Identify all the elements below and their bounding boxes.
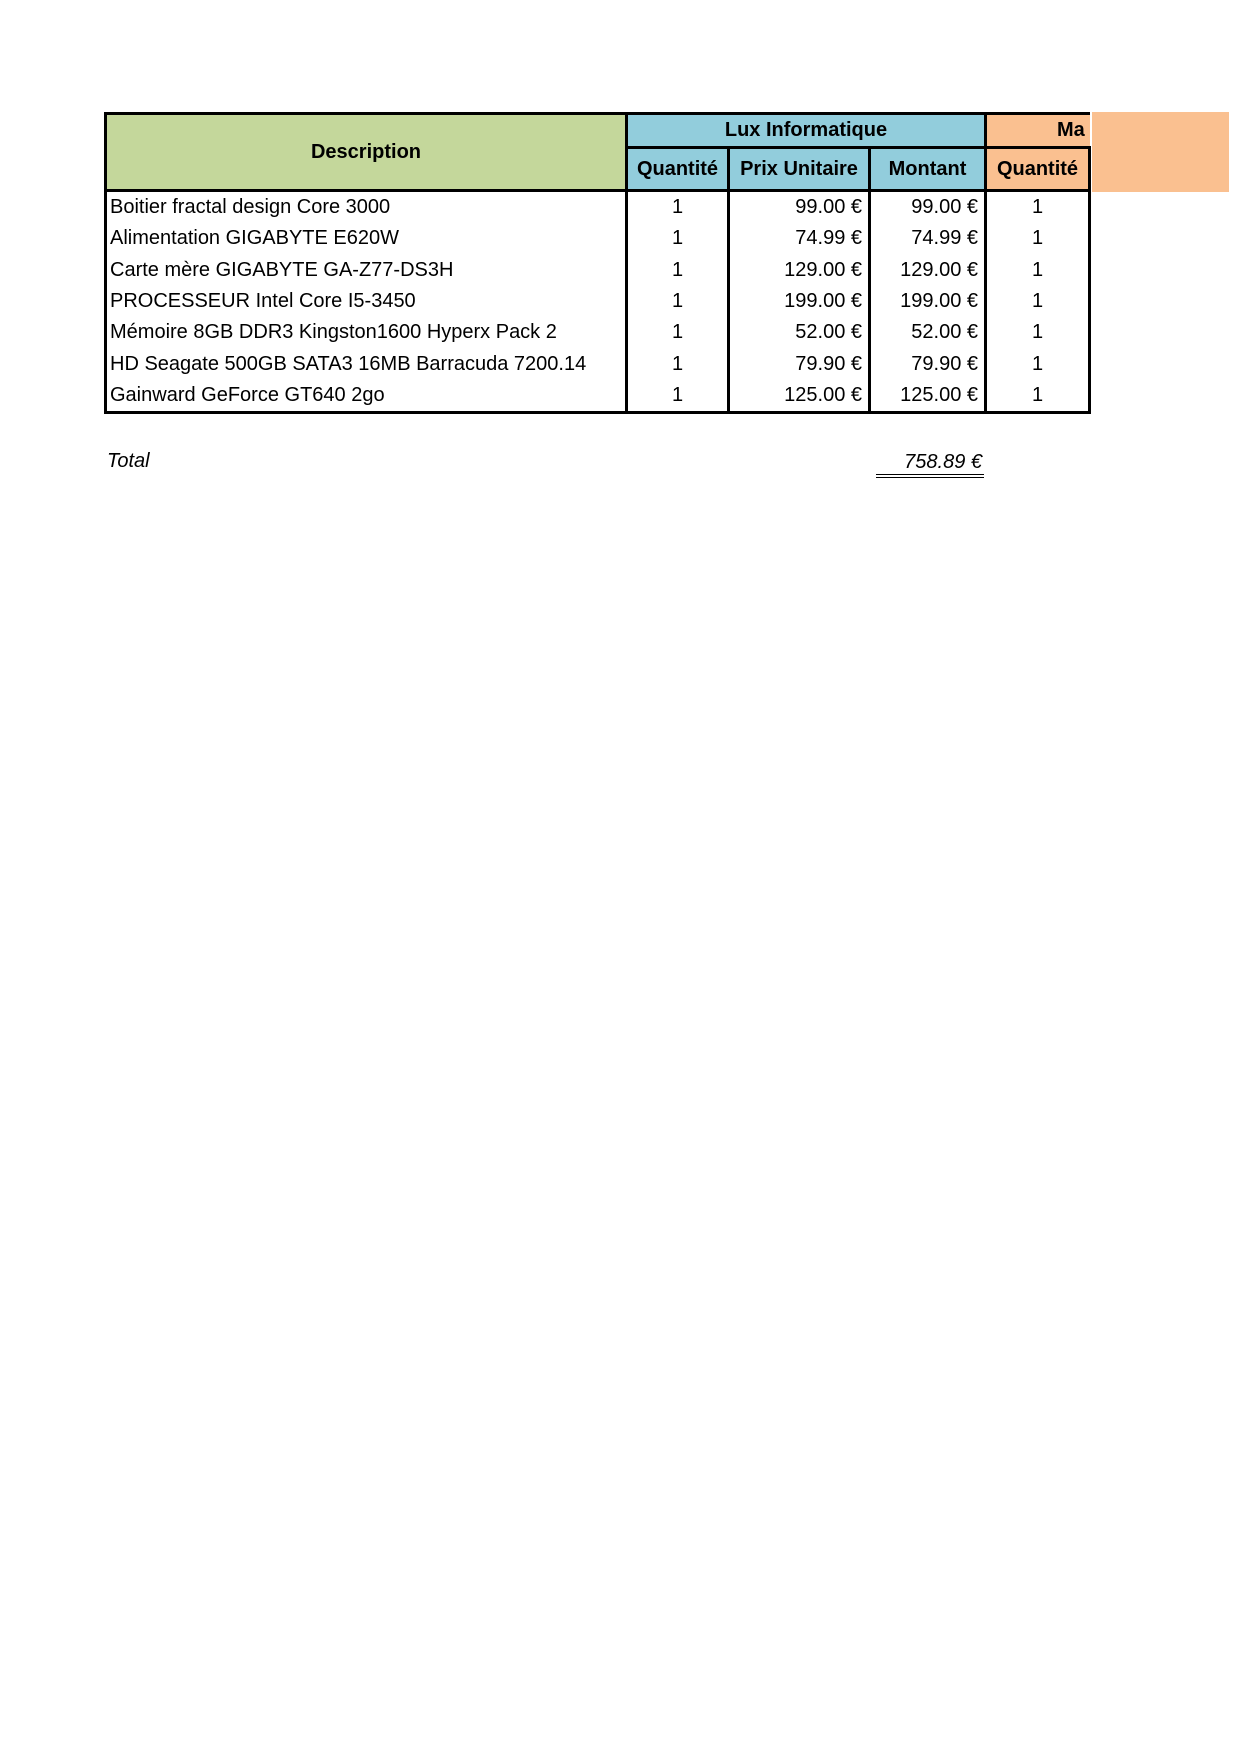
vendor-b-qty-header: Quantité [986, 148, 1090, 191]
vendor-a-amount: 129.00 € [870, 255, 986, 286]
vendor-b-qty: 1 [986, 223, 1090, 254]
table-row [106, 317, 1090, 348]
description-header: Description [106, 114, 627, 191]
item-description: Boitier fractal design Core 3000 [106, 191, 627, 224]
vendor-a-qty: 1 [627, 317, 729, 348]
vendor-a-unit-price: 99.00 € [729, 191, 870, 224]
item-description: Mémoire 8GB DDR3 Kingston1600 Hyperx Pack 2 [106, 317, 627, 348]
vendor-a-unit-price: 129.00 € [729, 255, 870, 286]
table-row [106, 191, 1090, 224]
table-row [106, 348, 1090, 379]
vendor-a-qty: 1 [627, 380, 729, 413]
table-row [106, 223, 1090, 254]
vendor-a-amount: 79.90 € [870, 348, 986, 379]
vendor-a-amount: 199.00 € [870, 286, 986, 317]
table-row [106, 255, 1090, 286]
vendor-a-amount: 52.00 € [870, 317, 986, 348]
vendor-b-qty: 1 [986, 317, 1090, 348]
vendor-b-qty: 1 [986, 348, 1090, 379]
vendor-a-unit-price: 125.00 € [729, 380, 870, 413]
item-description: HD Seagate 500GB SATA3 16MB Barracuda 7200.14 [106, 348, 627, 379]
vendor-a-unit-price: 199.00 € [729, 286, 870, 317]
item-description: Alimentation GIGABYTE E620W [106, 223, 627, 254]
vendor-a-amount: 99.00 € [870, 191, 986, 224]
vendor-a-unit-price-header: Prix Unitaire [729, 148, 870, 191]
quote-table [104, 112, 1091, 414]
vendor-b-header-overflow [1092, 112, 1229, 192]
table-row [106, 380, 1090, 413]
vendor-a-unit-price: 79.90 € [729, 348, 870, 379]
vendor-a-header: Lux Informatique [627, 114, 986, 148]
vendor-a-qty: 1 [627, 286, 729, 317]
vendor-a-qty: 1 [627, 223, 729, 254]
vendor-a-unit-price: 74.99 € [729, 223, 870, 254]
vendor-b-name: Ma [1057, 119, 1085, 142]
vendor-a-qty: 1 [627, 348, 729, 379]
item-description: PROCESSEUR Intel Core I5-3450 [106, 286, 627, 317]
vendor-a-amount: 125.00 € [870, 380, 986, 413]
vendor-a-amount-header: Montant [870, 148, 986, 191]
vendor-a-qty: 1 [627, 191, 729, 224]
vendor-a-unit-price: 52.00 € [729, 317, 870, 348]
vendor-a-qty-header: Quantité [627, 148, 729, 191]
item-description: Carte mère GIGABYTE GA-Z77-DS3H [106, 255, 627, 286]
vendor-b-qty: 1 [986, 191, 1090, 224]
total-value: 758.89 € [876, 450, 984, 478]
vendor-b-qty: 1 [986, 286, 1090, 317]
table-row [106, 286, 1090, 317]
vendor-b-qty: 1 [986, 255, 1090, 286]
vendor-b-qty: 1 [986, 380, 1090, 413]
vendor-a-qty: 1 [627, 255, 729, 286]
item-description: Gainward GeForce GT640 2go [106, 380, 627, 413]
vendor-b-header [986, 114, 1090, 148]
vendor-a-amount: 74.99 € [870, 223, 986, 254]
total-label: Total [107, 450, 150, 472]
